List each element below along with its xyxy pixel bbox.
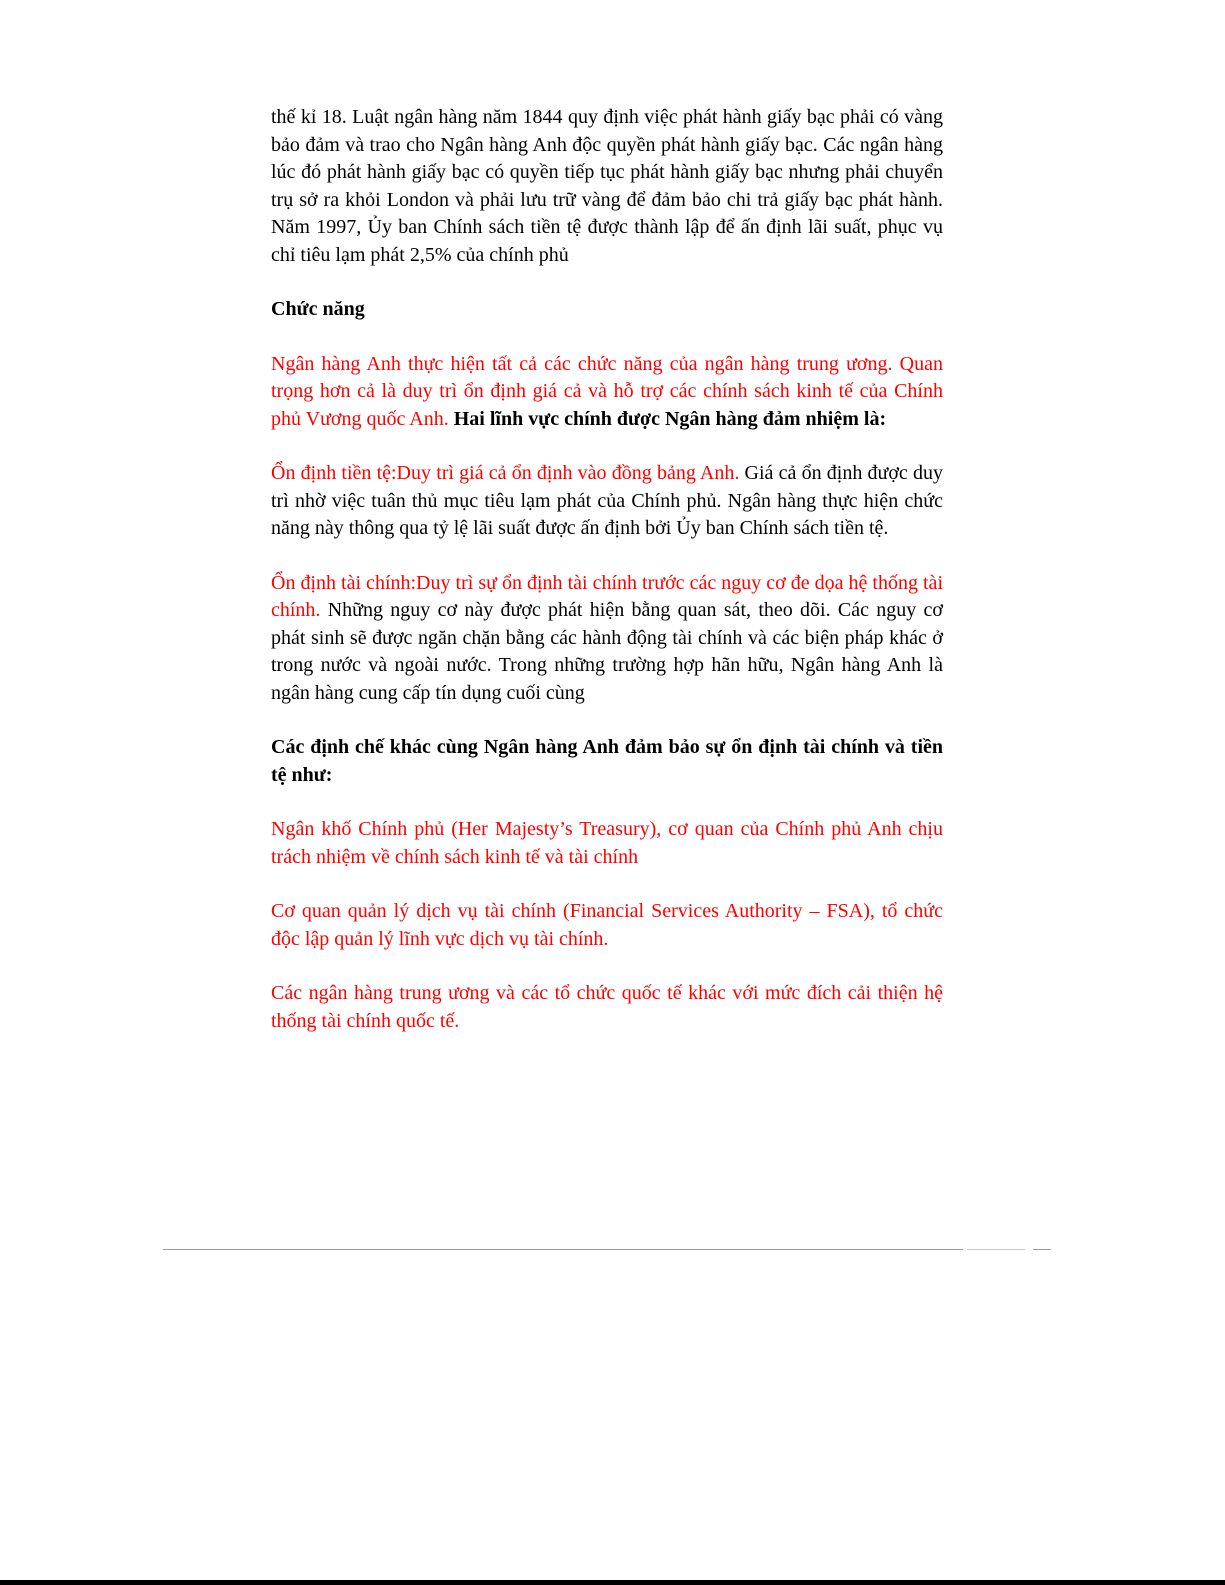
section-heading-functions: Chức năng [271,298,365,320]
monetary-stability-red-text: Ổn định tiền tệ:Duy trì giá cả ổn định vào đồng bảng Anh. [271,462,740,484]
footer-divider-segment [1033,1249,1051,1250]
institution-item: Các ngân hàng trung ương và các tổ chức quốc tế khác với mức đích cải thiện hệ thống tài chính quốc tế. [271,982,943,1032]
functions-bold-text: Hai lĩnh vực chính được Ngân hàng đảm nhiệm là: [453,407,887,430]
intro-paragraph: thế kỉ 18. Luật ngân hàng năm 1844 quy định việc phát hành giấy bạc phải có vàng bảo đảm và trao cho Ngân hàng Anh độc quyền phát hành giấy bạc. Các ngân hàng lúc đó phát hành giấy bạc có quyền tiếp tục phát hành giấy bạc nhưng phải chuyển trụ sở ra khỏi London và phải lưu trữ vàng để đảm bảo chi trả giấy bạc phát hành. Năm 1997, Ủy ban Chính sách tiền tệ được thành lập để ấn định lãi suất, phục vụ chỉ tiêu lạm phát 2,5% của chính phủ [271,106,943,266]
functions-paragraph [271,351,943,434]
institutions-heading: Các định chế khác cùng Ngân hàng Anh đảm bảo sự ổn định tài chính và tiền tệ như: [271,736,943,786]
institution-item: Ngân khố Chính phủ (Her Majesty’s Treasury), cơ quan của Chính phủ Anh chịu trách nhiệm về chính sách kinh tế và tài chính [271,818,943,868]
functions-red-text: Ngân hàng Anh thực hiện tất cả các chức năng của ngân hàng trung ương. Quan trọng hơn cả là duy trì ổn định giá cả và hỗ trợ các chính sách kinh tế của Chính phủ Vương quốc Anh. [271,352,943,430]
footer-divider-segment [967,1249,1025,1250]
financial-stability-paragraph [271,570,943,708]
monetary-stability-paragraph [271,460,943,543]
bottom-edge-bar [0,1580,1225,1585]
institution-item: Cơ quan quản lý dịch vụ tài chính (Financial Services Authority – FSA), tổ chức độc lập quản lý lĩnh vực dịch vụ tài chính. [271,900,943,950]
document-page [271,104,943,1062]
financial-stability-red-text: Ổn định tài chính:Duy trì sự ổn định tài chính trước các nguy cơ đe dọa hệ thống tài chính. [271,571,943,621]
footer-divider [163,1249,963,1250]
financial-stability-body-text: Những nguy cơ này được phát hiện bằng quan sát, theo dõi. Các nguy cơ phát sinh sẽ được ngăn chặn bằng các hành động tài chính và các biện pháp khác ở trong nước và ngoài nước. Trong những trường hợp hãn hữu, Ngân hàng Anh là ngân hàng cung cấp tín dụng cuối cùng [271,599,943,704]
monetary-stability-body-text: Giá cả ổn định được duy trì nhờ việc tuân thủ mục tiêu lạm phát của Chính phủ. Ngân hàng thực hiện chức năng này thông qua tỷ lệ lãi suất được ấn định bởi Ủy ban Chính sách tiền tệ. [271,462,943,539]
